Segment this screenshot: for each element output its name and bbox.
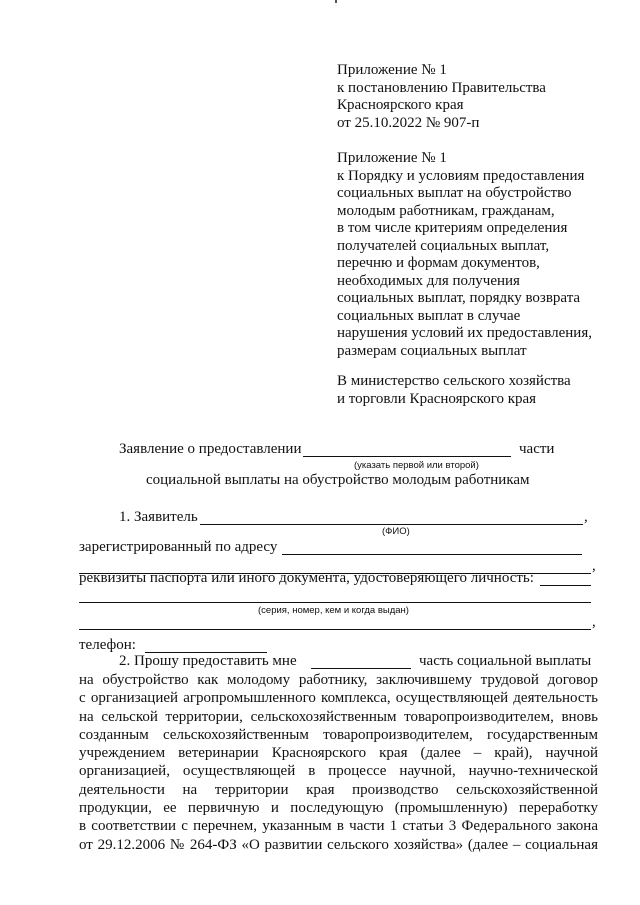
appendix-line: нарушения условий их предоставления, [337, 325, 592, 341]
appendix-line: социальных выплат на обустройство [337, 185, 572, 201]
payment-part-field[interactable] [311, 668, 411, 669]
part-number-field[interactable] [303, 456, 511, 457]
paragraph-line: от 29.12.2006 № 264-ФЗ «О развитии сельского хозяйства» (далее – социальная [79, 836, 598, 853]
paragraph-line: созданным сельскохозяйственным товаропроизводителем, государственным [79, 726, 598, 743]
comma: , [592, 614, 596, 630]
appendix-line: социальных выплат в случае [337, 307, 521, 324]
comma: , [584, 509, 588, 525]
address-label: зарегистрированный по адресу [79, 539, 278, 555]
appendix-line: размерам социальных выплат [337, 342, 527, 359]
applicant-fio-field[interactable] [200, 524, 583, 525]
appendix-line: к постановлению Правительства [337, 79, 546, 96]
paragraph-line: с организацией агропромышленного комплекса, осуществляющей деятельность [79, 690, 598, 707]
passport-field-1[interactable] [540, 585, 591, 586]
appendix-line: молодым работникам, гражданам, [337, 202, 555, 219]
phone-label: телефон: [79, 637, 136, 653]
request-start: 2. Прошу предоставить мне [119, 653, 297, 669]
appendix-line: к Порядку и условиям предоставления [337, 167, 585, 184]
passport-label: реквизиты паспорта или иного документа, удостоверяющего личность: [79, 570, 534, 586]
appendix-line: перечню и формам документов, [337, 255, 540, 271]
address-field-1[interactable] [282, 554, 582, 555]
request-end: часть социальной выплаты [419, 653, 592, 669]
appendix-line: в том числе критериям определения [337, 220, 568, 236]
appendix-line: Красноярского края [337, 97, 464, 113]
paragraph-line: деятельности на территории края производство сельскохозяйственной [79, 781, 598, 798]
appendix-line: Приложение № 1 [337, 62, 447, 78]
appendix-line: социальных выплат, порядку возврата [337, 290, 581, 306]
part-hint: (указать первой или второй) [354, 460, 479, 471]
paragraph-line: продукции, ее первичную и последующую (промышленную) переработку [79, 800, 598, 817]
heading-line2: социальной выплаты на обустройство молодым работникам [146, 472, 530, 488]
fio-hint: (ФИО) [382, 526, 410, 537]
passport-hint: (серия, номер, кем и когда выдан) [258, 605, 409, 616]
addressee-line: В министерство сельского хозяйства [337, 373, 571, 389]
heading-prefix: Заявление о предоставлении [119, 441, 302, 457]
heading-suffix: части [519, 441, 555, 457]
paragraph-line: на сельской территории, сельскохозяйственным товаропроизводителем, вновь [79, 708, 598, 725]
appendix-order-header [337, 150, 592, 360]
paragraph-line: в соответствии с перечнем, указанным в части 1 статьи 3 Федерального закона [79, 818, 598, 835]
appendix-line: от 25.10.2022 № 907-п [337, 114, 480, 131]
paragraph-line: организацией, осуществляющей в процессе научной, научно-технической [79, 763, 598, 780]
passport-field-2[interactable] [79, 602, 591, 603]
comma: , [592, 558, 596, 574]
addressee-line: и торговли Красноярского края [337, 390, 537, 407]
paragraph-line: на обустройство как молодому работнику, заключившему трудовой договор [79, 672, 598, 688]
applicant-label: 1. Заявитель [119, 509, 198, 525]
paragraph-line: учреждением ветеринарии Красноярского края (далее – край), научной [79, 745, 598, 762]
appendix-line: Приложение № 1 [337, 150, 447, 166]
addressee [337, 373, 571, 408]
request-paragraph [79, 671, 598, 854]
appendix-line: получателей социальных выплат, [337, 237, 550, 254]
passport-field-3[interactable] [79, 629, 591, 630]
appendix-header [337, 62, 546, 132]
scan-mark [335, 0, 337, 3]
appendix-line: необходимых для получения [337, 272, 520, 289]
